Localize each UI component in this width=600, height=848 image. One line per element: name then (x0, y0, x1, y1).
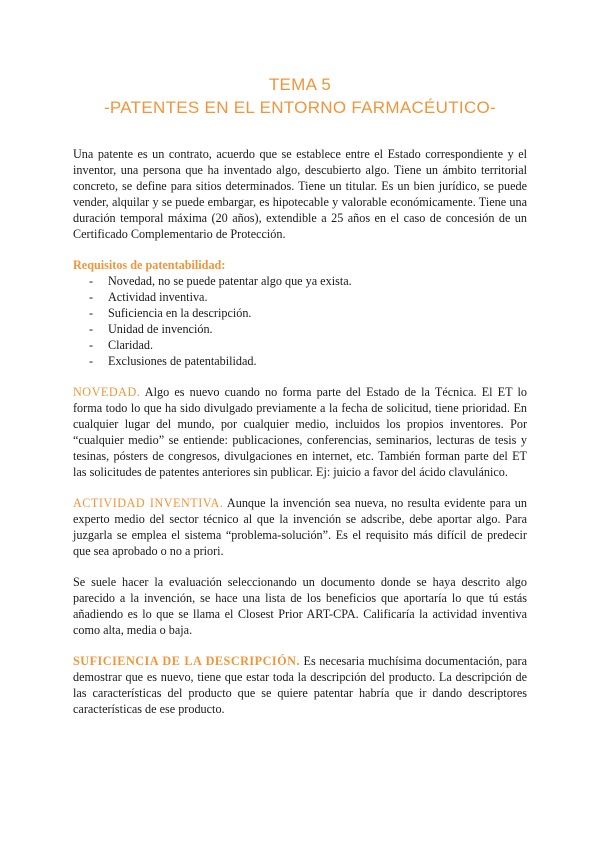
requisitos-heading: Requisitos de patentabilidad: (73, 258, 226, 272)
list-item: - Novedad, no se puede patentar algo que ya exista. (89, 274, 352, 288)
actividad-text: Aunque la invención sea nueva, no resulta evidente para un experto medio del sector técnico al que la invención se adscribe, debe aportar algo. Para juzgarla se emplea el sistema “problema-solución”. Es el requisito más difícil de predecir que sea aprobado o no a priori. (73, 496, 527, 558)
bullet-dash: - (89, 354, 94, 368)
requisitos-list (73, 273, 527, 369)
list-item: - Claridad. (89, 338, 154, 352)
intro-paragraph: Una patente es un contrato, acuerdo que se establece entre el Estado correspondiente y el inventor, una persona que ha inventado algo, descubierto algo. Tiene un ámbito territorial concreto, se define para sitios determinados. Tiene un titular. Es un bien jurídico, se puede vender, alquilar y se puede embargar, es hipotecable y valorable económicamente. Tiene una duración temporal máxima (20 años), extendible a 25 años en el caso de concesión de un Certificado Complementario de Protección. (73, 147, 527, 241)
suficiencia-paragraph (73, 653, 527, 717)
list-item: - Exclusiones de patentabilidad. (89, 354, 257, 368)
novedad-label: NOVEDAD. (73, 385, 141, 399)
suficiencia-text: Es necesaria muchísima documentación, para demostrar que es nuevo, tiene que estar toda la descripción del producto. La descripción de las características del producto que se quiere patentar habría que ir dando descriptores características de ese producto. (73, 654, 527, 716)
bullet-dash: - (89, 290, 94, 304)
actividad-label: ACTIVIDAD INVENTIVA. (73, 496, 224, 510)
novedad-paragraph (73, 384, 527, 480)
bullet-dash: - (89, 322, 94, 336)
list-item: - Suficiencia en la descripción. (89, 306, 252, 320)
list-item: - Unidad de invención. (89, 322, 213, 336)
page-title: TEMA 5 (268, 75, 332, 94)
novedad-text: Algo es nuevo cuando no forma parte del Estado de la Técnica. El ET lo forma todo lo que ha sido divulgado previamente a la fecha de solicitud, tiene prioridad. En cualquier lugar del mundo, por cualquier medio, incluidos los propios inventores. Por “cualquier medio” se entiende: publicaciones, conferencias, seminarios, lecturas de tesis y tesinas, pósters de congresos, divulgaciones en internet, etc. También forman parte del ET las solicitudes de patentes anteriores sin publicar. Ej: juicio a favor del ácido clavulánico. (73, 385, 527, 479)
list-item: - Actividad inventiva. (89, 290, 208, 304)
page-subtitle: -PATENTES EN EL ENTORNO FARMACÉUTICO- (103, 98, 497, 117)
bullet-dash: - (89, 338, 94, 352)
actividad-paragraph (73, 495, 527, 559)
bullet-dash: - (89, 274, 94, 288)
document-body (73, 146, 527, 717)
suficiencia-label: SUFICIENCIA DE LA DESCRIPCIÓN. (73, 654, 300, 668)
bullet-dash: - (89, 306, 94, 320)
actividad-paragraph-2: Se suele hacer la evaluación seleccionando un documento donde se haya descrito algo parecido a la invención, se hace una lista de los beneficios que aportaría lo que tú estás añadiendo es lo que se llama el Closest Prior ART-CPA. Calificaría la actividad inventiva como alta, media o baja. (73, 575, 527, 637)
